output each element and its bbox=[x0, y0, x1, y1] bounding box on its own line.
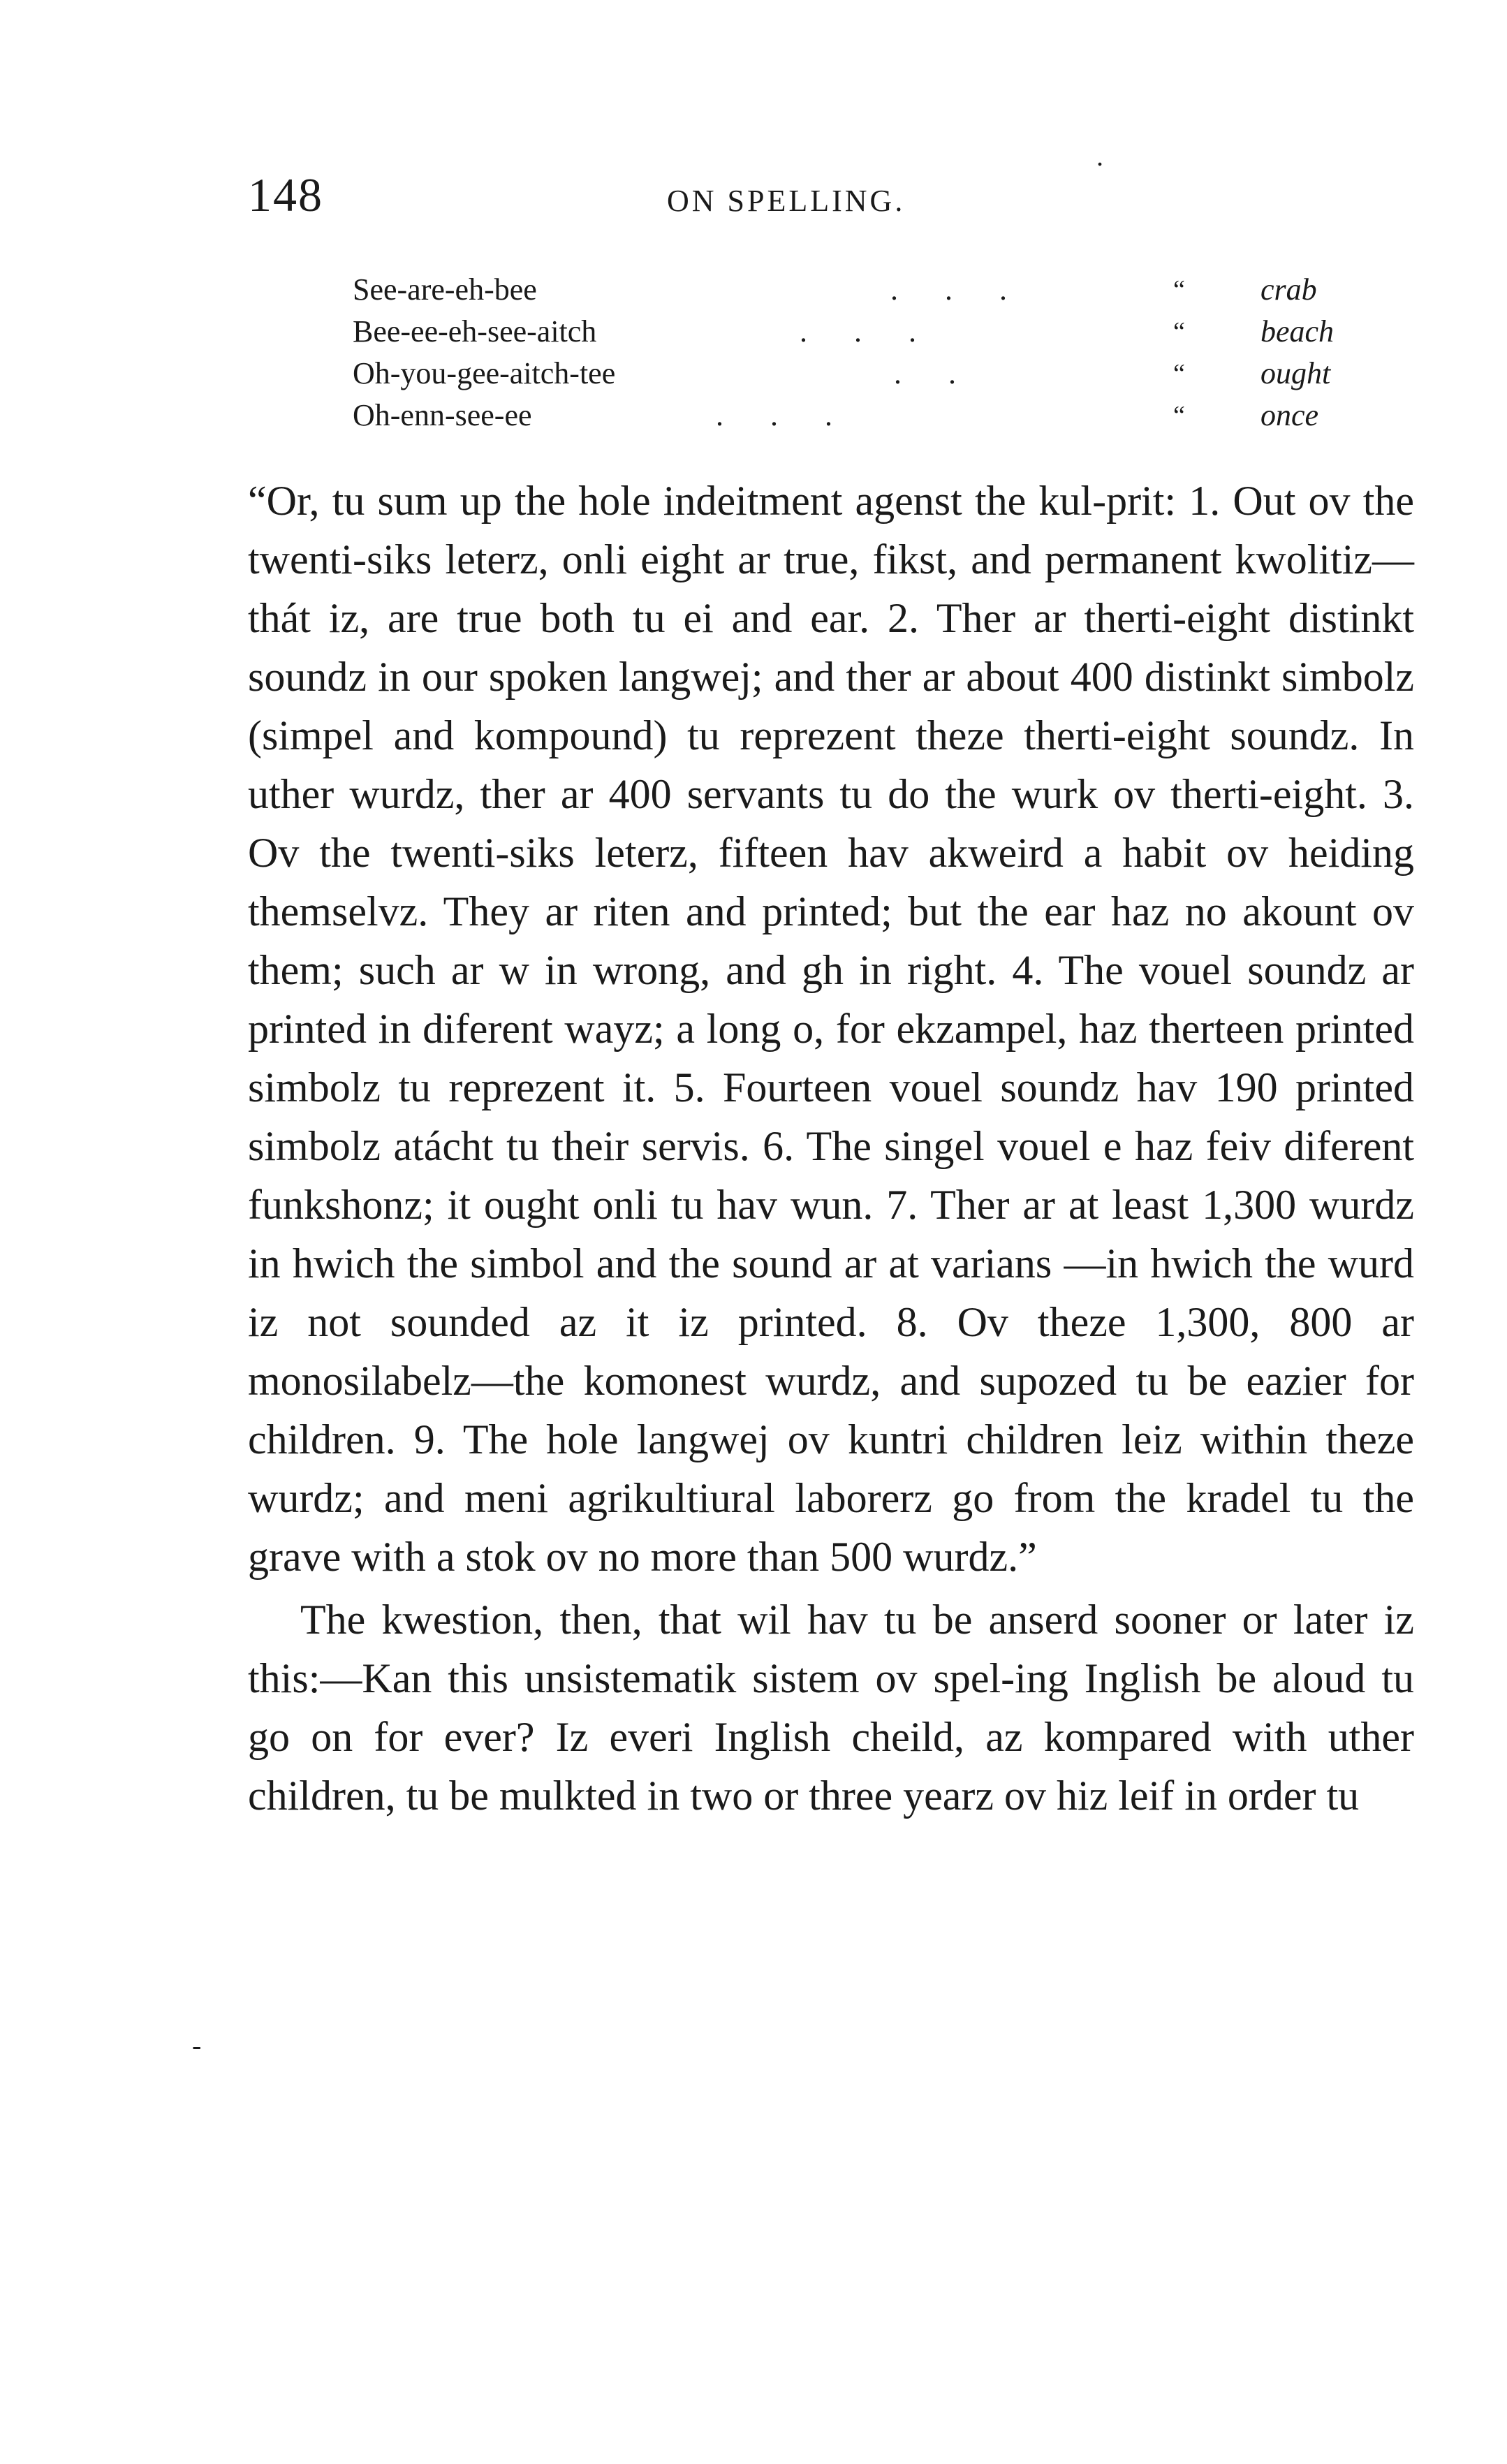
ditto-mark: “ bbox=[1173, 401, 1185, 430]
leader-dots: . . bbox=[894, 356, 976, 390]
spelled-out: Bee-ee-eh-see-aitch bbox=[353, 314, 597, 349]
spelled-out: Oh-you-gee-aitch-tee bbox=[353, 356, 616, 390]
spelled-out: Oh-enn-see-ee bbox=[353, 398, 532, 432]
result-word: beach bbox=[1260, 314, 1335, 349]
result-word: ought bbox=[1260, 356, 1331, 390]
spelling-row bbox=[353, 353, 1386, 395]
ditto-mark: “ bbox=[1173, 359, 1185, 388]
result-word: once bbox=[1260, 398, 1319, 432]
margin-mark: - bbox=[192, 2030, 202, 2061]
body-text bbox=[248, 471, 1414, 1825]
leader-dots: . . . bbox=[890, 272, 1027, 307]
ditto-mark: “ bbox=[1173, 275, 1185, 305]
result-word: crab bbox=[1260, 272, 1317, 307]
ditto-mark: “ bbox=[1173, 317, 1185, 346]
spelling-row bbox=[353, 311, 1386, 353]
leader-dots: . . . bbox=[716, 398, 852, 432]
spelling-row bbox=[353, 395, 1386, 437]
running-head: ON SPELLING. bbox=[667, 184, 906, 218]
leader-dots: . . . bbox=[800, 314, 936, 349]
spelled-out: See-are-eh-bee bbox=[353, 272, 537, 307]
paragraph-quotation: “Or, tu sum up the hole indeitment agenst the kul-prit: 1. Out ov the twenti-siks leterz, onli eight ar true, fikst, and permanent kwolitiz—thát iz, are true both tu ei and ear. 2. Ther ar therti-eight distinkt soundz in our spoken langwej; and ther ar about 400 distinkt simbolz (simpel and kompound) tu reprezent theze therti-eight soundz. In uther wurdz, ther ar 400 servants tu do the wurk ov therti-eight. 3. Ov the twenti-siks leterz, fifteen hav akweird a habit ov heiding themselvz. They ar riten and printed; but the ear haz no akount ov them; such ar w in wrong, and gh in right. 4. The vouel soundz ar printed in diferent wayz; a long o, for ekzampel, haz therteen printed simbolz tu reprezent it. 5. Fourteen vouel soundz hav 190 printed simbolz atácht tu their servis. 6. The singel vouel e haz feiv diferent funkshonz; it ought onli tu hav wun. 7. Ther ar at least 1,300 wurdz in hwich the simbol and the sound ar at varians —in hwich the wurd iz not sounded az it iz printed. 8. Ov theze 1,300, 800 ar monosilabelz—the komonest wurdz, and supozed tu be eazier for children. 9. The hole langwej ov kuntri children leiz within theze wurdz; and meni agrikultiural laborerz go from the kradel tu the grave with a stok ov no more than 500 wurdz.” bbox=[248, 478, 1414, 1580]
page-number: 148 bbox=[248, 168, 323, 221]
spelling-table bbox=[353, 269, 1386, 437]
spelling-row bbox=[353, 269, 1386, 311]
printer-mark: . bbox=[1096, 140, 1103, 172]
page-header bbox=[248, 168, 1421, 230]
paragraph-question: The kwestion, then, that wil hav tu be anserd sooner or later iz this:—Kan this unsistematik sistem ov spel-ing Inglish be aloud tu go on for ever? Iz everi Inglish cheild, az kompared with uther children, tu be mulkted in two or three yearz ov hiz leif in order tu bbox=[248, 1597, 1414, 1819]
